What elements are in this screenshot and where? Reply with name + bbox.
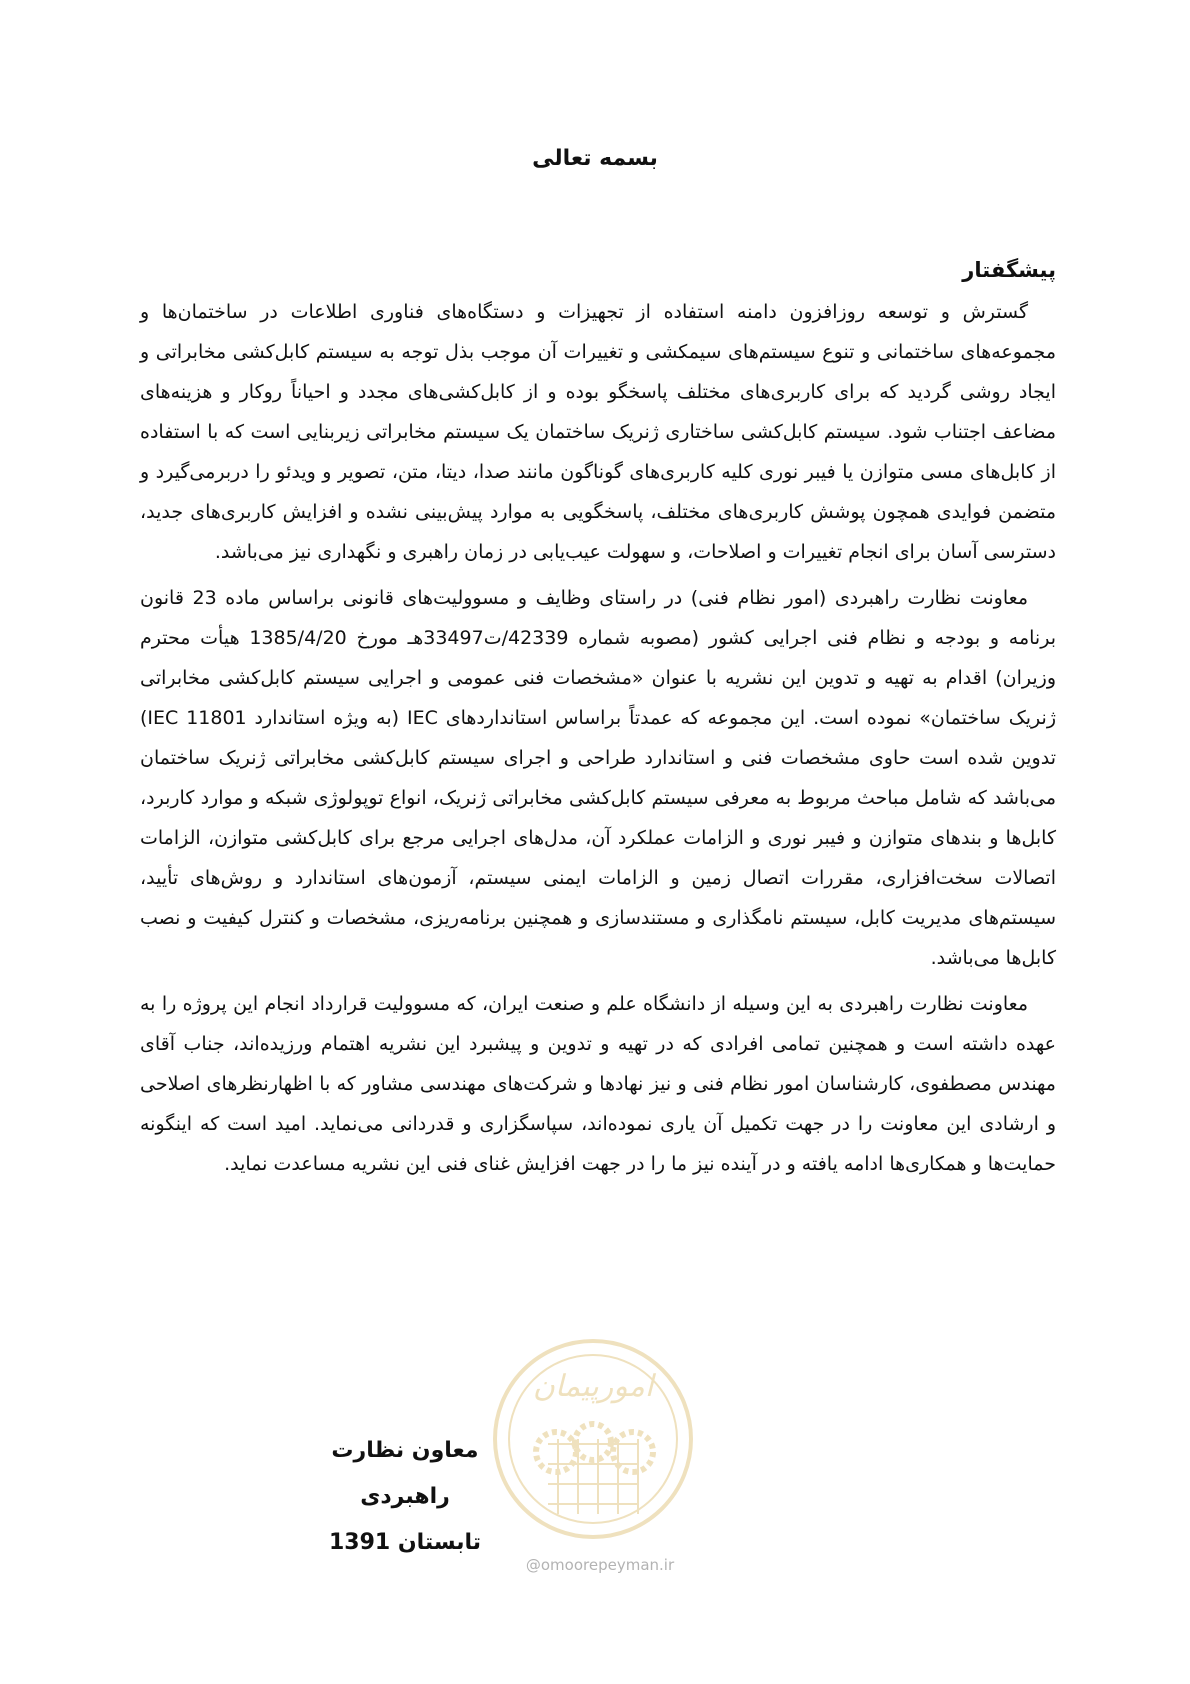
section-title: پیشگفتار — [962, 258, 1056, 282]
signature-org: معاون نظارت راهبردی — [331, 1438, 479, 1509]
signature-block — [290, 1428, 520, 1566]
watermark-text: @omoorepeyman.ir — [525, 1556, 675, 1574]
preface-paragraph-2: معاونت نظارت راهبردی (امور نظام فنی) در راستای وظایف و مسوولیت‌های قانونی براساس ماده 23 قانون برنامه و بودجه و نظام فنی اجرایی کشور (مصوبه شماره 42339/ت33497هـ مورخ 1385/4/20 هیأت محترم وزیران) اقدام به تهیه و تدوین این نشریه با عنوان «مشخصات فنی عمومی و اجرایی سیستم کابل‌کشی مخابراتی ژنریک ساختمان» نموده است. این مجموعه که عمدتاً براساس استانداردهای IEC (به ویژه استاندارد IEC 11801) تدوین شده است حاوی مشخصات فنی و استاندارد طراحی و اجرای سیستم کابل‌کشی مخابراتی ژنریک ساختمان می‌باشد که شامل مباحث مربوط به معرفی سیستم کابل‌کشی مخابراتی ژنریک، انواع توپولوژی شبکه و موارد کاربرد، کابل‌ها و بندهای متوازن و فیبر نوری و الزامات عملکرد آن، مدل‌های اجرایی مرجع برای کابل‌کشی متوازن، الزامات اتصالات سخت‌افزاری، مقررات اتصال زمین و الزامات ایمنی سیستم، آزمون‌های استاندارد و روش‌های تأیید، سیستم‌های مدیریت کابل، سیستم نامگذاری و مستندسازی و همچنین برنامه‌ریزی، مشخصات و کنترل کیفیت و نصب کابل‌ها می‌باشد. — [140, 587, 1056, 969]
preface-paragraph-1: گسترش و توسعه روزافزون دامنه استفاده از تجهیزات و دستگاه‌های فناوری اطلاعات در ساختمان‌ها و مجموعه‌های ساختمانی و تنوع سیستم‌های سیمکشی و تغییرات آن موجب بذل توجه به سیستم کابل‌کشی مخابراتی و ایجاد روشی گردید که برای کاربری‌های مختلف پاسخگو بوده و از کابل‌کشی‌های مجدد و احیاناً روکار و هزینه‌های مضاعف اجتناب شود. سیستم کابل‌کشی ساختاری ژنریک ساختمان یک سیستم مخابراتی زیربنایی است که با استفاده از کابل‌های مسی متوازن یا فیبر نوری کلیه کاربری‌های گوناگون مانند صدا، دیتا، متن، تصویر و ویدئو را دربرمی‌گیرد و متضمن فوایدی همچون پوشش کاربری‌های مختلف، پاسخگویی به موارد پیش‌بینی نشده و افزایش کاربری‌های جدید، دسترسی آسان برای انجام تغییرات و اصلاحات، و سهولت عیب‌یابی در زمان راهبری و نگهداری نیز می‌باشد. — [140, 301, 1056, 563]
preface-section — [140, 248, 1056, 1184]
preface-paragraph-3: معاونت نظارت راهبردی به این وسیله از دانشگاه علم و صنعت ایران، که مسوولیت قرارداد انجام این پروژه را به عهده داشته است و همچنین تمامی افرادی که در تهیه و تدوین و پیشبرد این نشریه اهتمام ورزیده‌اند، جناب آقای مهندس مصطفوی، کارشناسان امور نظام فنی و نیز نهادها و شرکت‌های مهندسی مشاور که با اظهارنظرهای اصلاحی و ارشادی این معاونت را در جهت تکمیل آن یاری نموده‌اند، سپاسگزاری و قدردانی می‌نماید. امید است که اینگونه حمایت‌ها و همکاری‌ها ادامه یافته و در آینده نیز ما را در جهت افزایش غنای فنی این نشریه مساعدت نماید. — [140, 993, 1056, 1175]
signature-date: تابستان 1391 — [328, 1530, 482, 1555]
seal-text: امورپیمان — [532, 1369, 654, 1404]
page-heading: بسمه تعالی — [532, 146, 658, 171]
